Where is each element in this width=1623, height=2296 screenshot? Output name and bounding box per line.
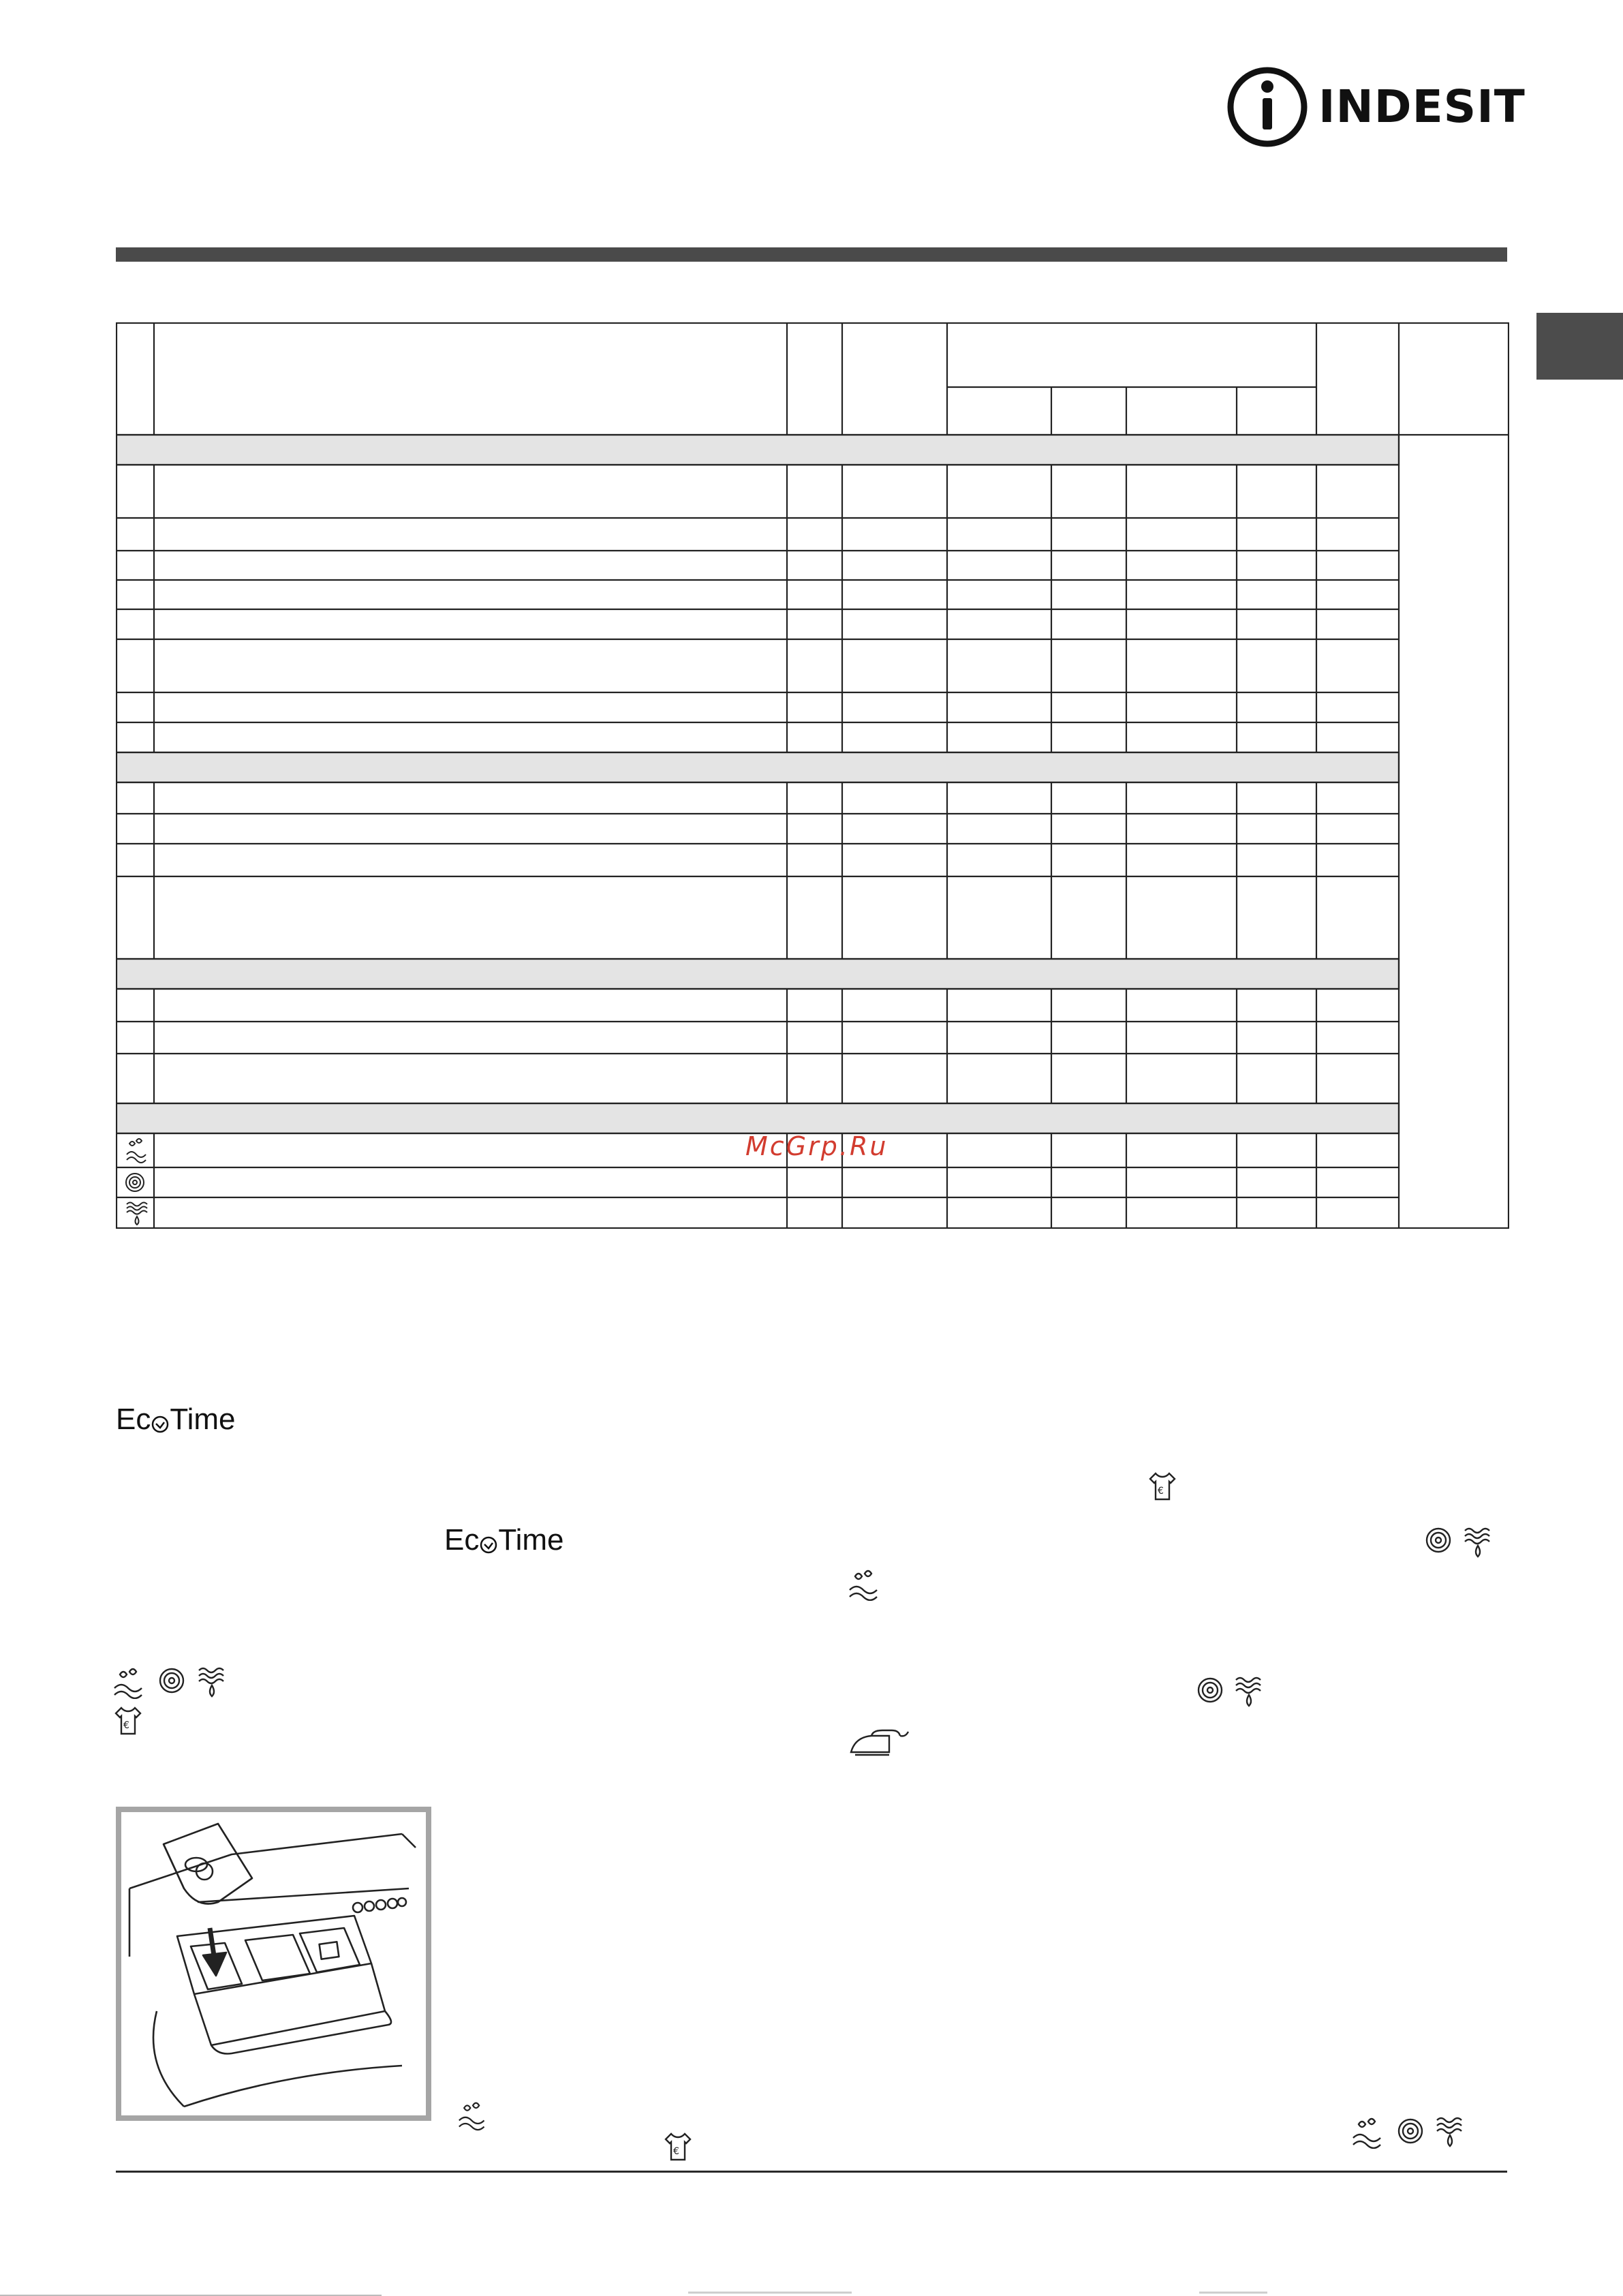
- ecotime-label: Ec Time: [444, 1523, 564, 1557]
- drain-icon: [1464, 1527, 1496, 1559]
- svg-text:€: €: [1158, 1486, 1164, 1497]
- program-table: [116, 322, 1509, 1229]
- spin-icon: [126, 1174, 144, 1191]
- drain-icon: [198, 1666, 230, 1699]
- cotton-stains-icon: [1352, 2117, 1385, 2149]
- shirt-eco-icon: [1149, 1471, 1176, 1502]
- drain-icon: [1436, 2116, 1468, 2149]
- cotton-stains-icon: [848, 1570, 881, 1601]
- svg-text:€: €: [673, 2146, 679, 2157]
- iron-icon: [848, 1728, 911, 1758]
- bottom-edge-marks: [0, 2290, 1623, 2296]
- watermark: McGrp.Ru: [745, 1131, 888, 1161]
- spin-icon: [1425, 1527, 1452, 1554]
- table-section-header: [117, 1103, 1399, 1133]
- detergent-drawer-illustration: [116, 1807, 431, 2121]
- shirt-eco-icon: [114, 1705, 142, 1736]
- svg-text:€: €: [123, 1720, 129, 1731]
- language-tab: [1536, 313, 1623, 380]
- table-section-header: [117, 959, 1399, 989]
- footer-rule: [116, 2171, 1507, 2173]
- spin-icon: [1397, 2117, 1424, 2145]
- cotton-stains-icon: [127, 1139, 146, 1163]
- cotton-stains-icon: [458, 2101, 488, 2131]
- brand-name: INDESIT: [1318, 80, 1526, 133]
- drain-icon: [127, 1203, 147, 1225]
- shirt-eco-icon: [664, 2131, 692, 2162]
- table-section-header: [117, 752, 1399, 782]
- spin-icon: [1196, 1677, 1224, 1704]
- program-table-grid: [116, 322, 1509, 1229]
- spin-icon: [158, 1667, 185, 1694]
- brand-logo-mark: [1226, 65, 1315, 149]
- ecotime-label: Ec Time: [116, 1403, 236, 1436]
- table-section-header: [117, 435, 1399, 465]
- header-rule: [116, 247, 1507, 262]
- cotton-stains-icon: [113, 1668, 146, 1699]
- drain-icon: [1235, 1676, 1267, 1709]
